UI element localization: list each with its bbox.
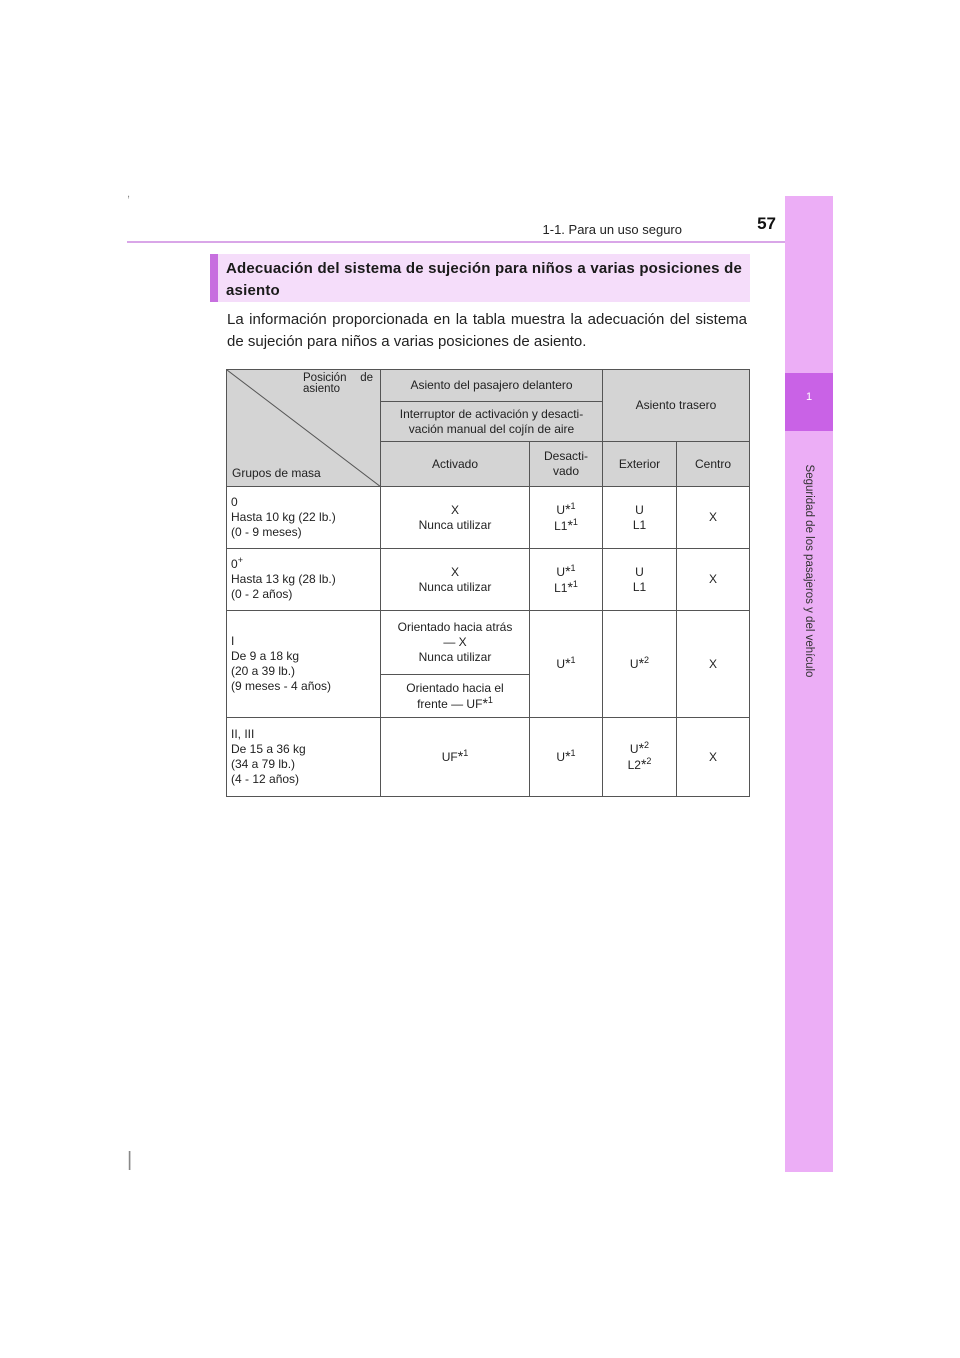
col-center: Centro xyxy=(677,442,750,487)
activated-cell xyxy=(381,549,530,611)
airbag-switch-header-line2: vación manual del cojín de aire xyxy=(408,421,575,436)
group-mass-lb: (20 a 39 lb.) xyxy=(231,664,296,678)
col-deactivated xyxy=(530,442,603,487)
col-activated: Activado xyxy=(381,442,530,487)
fit-code: L1 xyxy=(554,518,568,533)
footnote-ref: 1 xyxy=(570,655,576,665)
group-cell xyxy=(227,718,381,797)
deactivated-cell xyxy=(530,549,603,611)
table-row xyxy=(227,718,750,797)
fit-code: U xyxy=(556,657,566,671)
footnote-ref: 1 xyxy=(570,500,576,511)
group-age: (9 meses - 4 años) xyxy=(231,679,332,693)
center-cell: X xyxy=(677,718,750,797)
group-mass: Hasta 10 kg (22 lb.) xyxy=(231,510,336,524)
exterior-cell xyxy=(603,718,677,797)
airbag-switch-header xyxy=(381,402,603,442)
fit-code: U xyxy=(556,502,566,517)
deactivated-cell xyxy=(530,487,603,549)
asterisk-mark: * xyxy=(565,655,571,671)
seat-position-label: Posición de asiento xyxy=(303,372,373,395)
asterisk-mark: * xyxy=(482,694,488,711)
fit-code: L1 xyxy=(554,580,568,595)
center-cell: X xyxy=(677,549,750,611)
fit-code: X xyxy=(450,502,459,517)
front-seat-header: Asiento del pasajero delantero xyxy=(381,370,603,402)
asterisk-mark: * xyxy=(565,748,571,764)
center-cell: X xyxy=(677,487,750,549)
fit-code: X xyxy=(450,564,459,579)
fit-code: U xyxy=(556,750,566,764)
activated-cell xyxy=(381,718,530,797)
intro-paragraph: La información proporcionada en la tabla muestra la adecuación del sistema de sujeción para niños a varias posiciones de asiento. xyxy=(227,311,747,350)
group-id: II, III xyxy=(231,727,255,741)
header-rule xyxy=(127,241,832,243)
fit-code: — X xyxy=(443,635,467,649)
asterisk-mark: * xyxy=(457,748,464,764)
group-age: (0 - 9 meses) xyxy=(231,525,302,539)
fit-code: UF xyxy=(441,750,458,764)
table-row xyxy=(227,487,750,549)
fit-code: U xyxy=(556,564,566,579)
footnote-ref: 1 xyxy=(463,748,469,758)
fit-code: U xyxy=(629,657,639,671)
deactivated-cell xyxy=(530,611,603,718)
group-id-plus: + xyxy=(237,555,243,565)
asterisk-mark: * xyxy=(565,500,571,517)
table-row xyxy=(227,611,750,675)
page-number: 57 xyxy=(757,214,776,233)
group-cell xyxy=(227,611,381,718)
exterior-cell xyxy=(603,487,677,549)
table-corner-cell xyxy=(227,370,381,487)
fit-code: L1 xyxy=(632,579,647,594)
fit-note: Nunca utilizar xyxy=(418,517,492,532)
section-heading: Adecuación del sistema de sujeción para niños a varias posiciones de asiento xyxy=(210,254,750,302)
fit-code: frente — UF xyxy=(417,696,483,711)
print-mark: , xyxy=(127,188,131,200)
airbag-switch-header-line1: Interruptor de activación y desacti- xyxy=(399,406,584,421)
group-mass: Hasta 13 kg (28 lb.) xyxy=(231,572,336,586)
exterior-cell xyxy=(603,611,677,718)
activated-rear-facing-cell xyxy=(381,611,530,675)
footnote-ref: 1 xyxy=(570,748,576,758)
center-cell: X xyxy=(677,611,750,718)
asterisk-mark: * xyxy=(567,516,573,533)
group-mass: De 15 a 36 kg xyxy=(231,742,306,756)
fit-note: Nunca utilizar xyxy=(418,579,492,594)
chapter-title: Seguridad de los pasajeros y del vehículo xyxy=(803,464,815,678)
footnote-ref: 1 xyxy=(572,516,578,527)
exterior-cell xyxy=(603,549,677,611)
asterisk-mark: * xyxy=(640,756,647,772)
deactivated-cell xyxy=(530,718,603,797)
group-id: I xyxy=(231,634,235,648)
chapter-number: 1 xyxy=(805,391,813,403)
footnote-ref: 1 xyxy=(487,694,493,705)
fit-code: L2 xyxy=(627,758,641,772)
activated-cell xyxy=(381,487,530,549)
group-id: 0 xyxy=(231,495,238,509)
print-mark: | xyxy=(127,1149,133,1171)
footnote-ref: 2 xyxy=(644,655,650,665)
asterisk-mark: * xyxy=(638,655,645,671)
asterisk-mark: * xyxy=(567,578,573,595)
fit-note: Nunca utilizar xyxy=(418,650,492,664)
footnote-ref: 1 xyxy=(572,578,578,589)
footnote-ref: 1 xyxy=(570,562,576,573)
asterisk-mark: * xyxy=(638,740,645,756)
fit-orientation: Orientado hacia el xyxy=(406,680,504,695)
table-row xyxy=(227,549,750,611)
fit-code: U xyxy=(635,564,644,579)
group-cell xyxy=(227,487,381,549)
col-deactivated-line1: Desacti- xyxy=(543,449,588,463)
group-mass-lb: (34 a 79 lb.) xyxy=(231,757,296,771)
footnote-ref: 2 xyxy=(646,756,652,766)
rear-seat-header: Asiento trasero xyxy=(603,370,750,442)
child-restraint-table xyxy=(226,369,750,797)
running-header-section: 1-1. Para un uso seguro xyxy=(542,222,682,237)
col-deactivated-line2: vado xyxy=(552,464,580,478)
group-age: (0 - 2 años) xyxy=(231,587,293,601)
group-mass: De 9 a 18 kg xyxy=(231,649,300,663)
fit-code: U xyxy=(629,742,639,756)
col-exterior: Exterior xyxy=(603,442,677,487)
mass-groups-label: Grupos de masa xyxy=(232,466,321,480)
fit-orientation: Orientado hacia atrás xyxy=(397,620,513,634)
group-age: (4 - 12 años) xyxy=(231,772,300,786)
fit-code: L1 xyxy=(632,517,647,532)
footnote-ref: 2 xyxy=(644,740,650,750)
asterisk-mark: * xyxy=(565,562,571,579)
fit-code: U xyxy=(635,502,644,517)
group-cell xyxy=(227,549,381,611)
activated-forward-facing-cell xyxy=(381,675,530,718)
group-id: 0 xyxy=(231,557,238,571)
